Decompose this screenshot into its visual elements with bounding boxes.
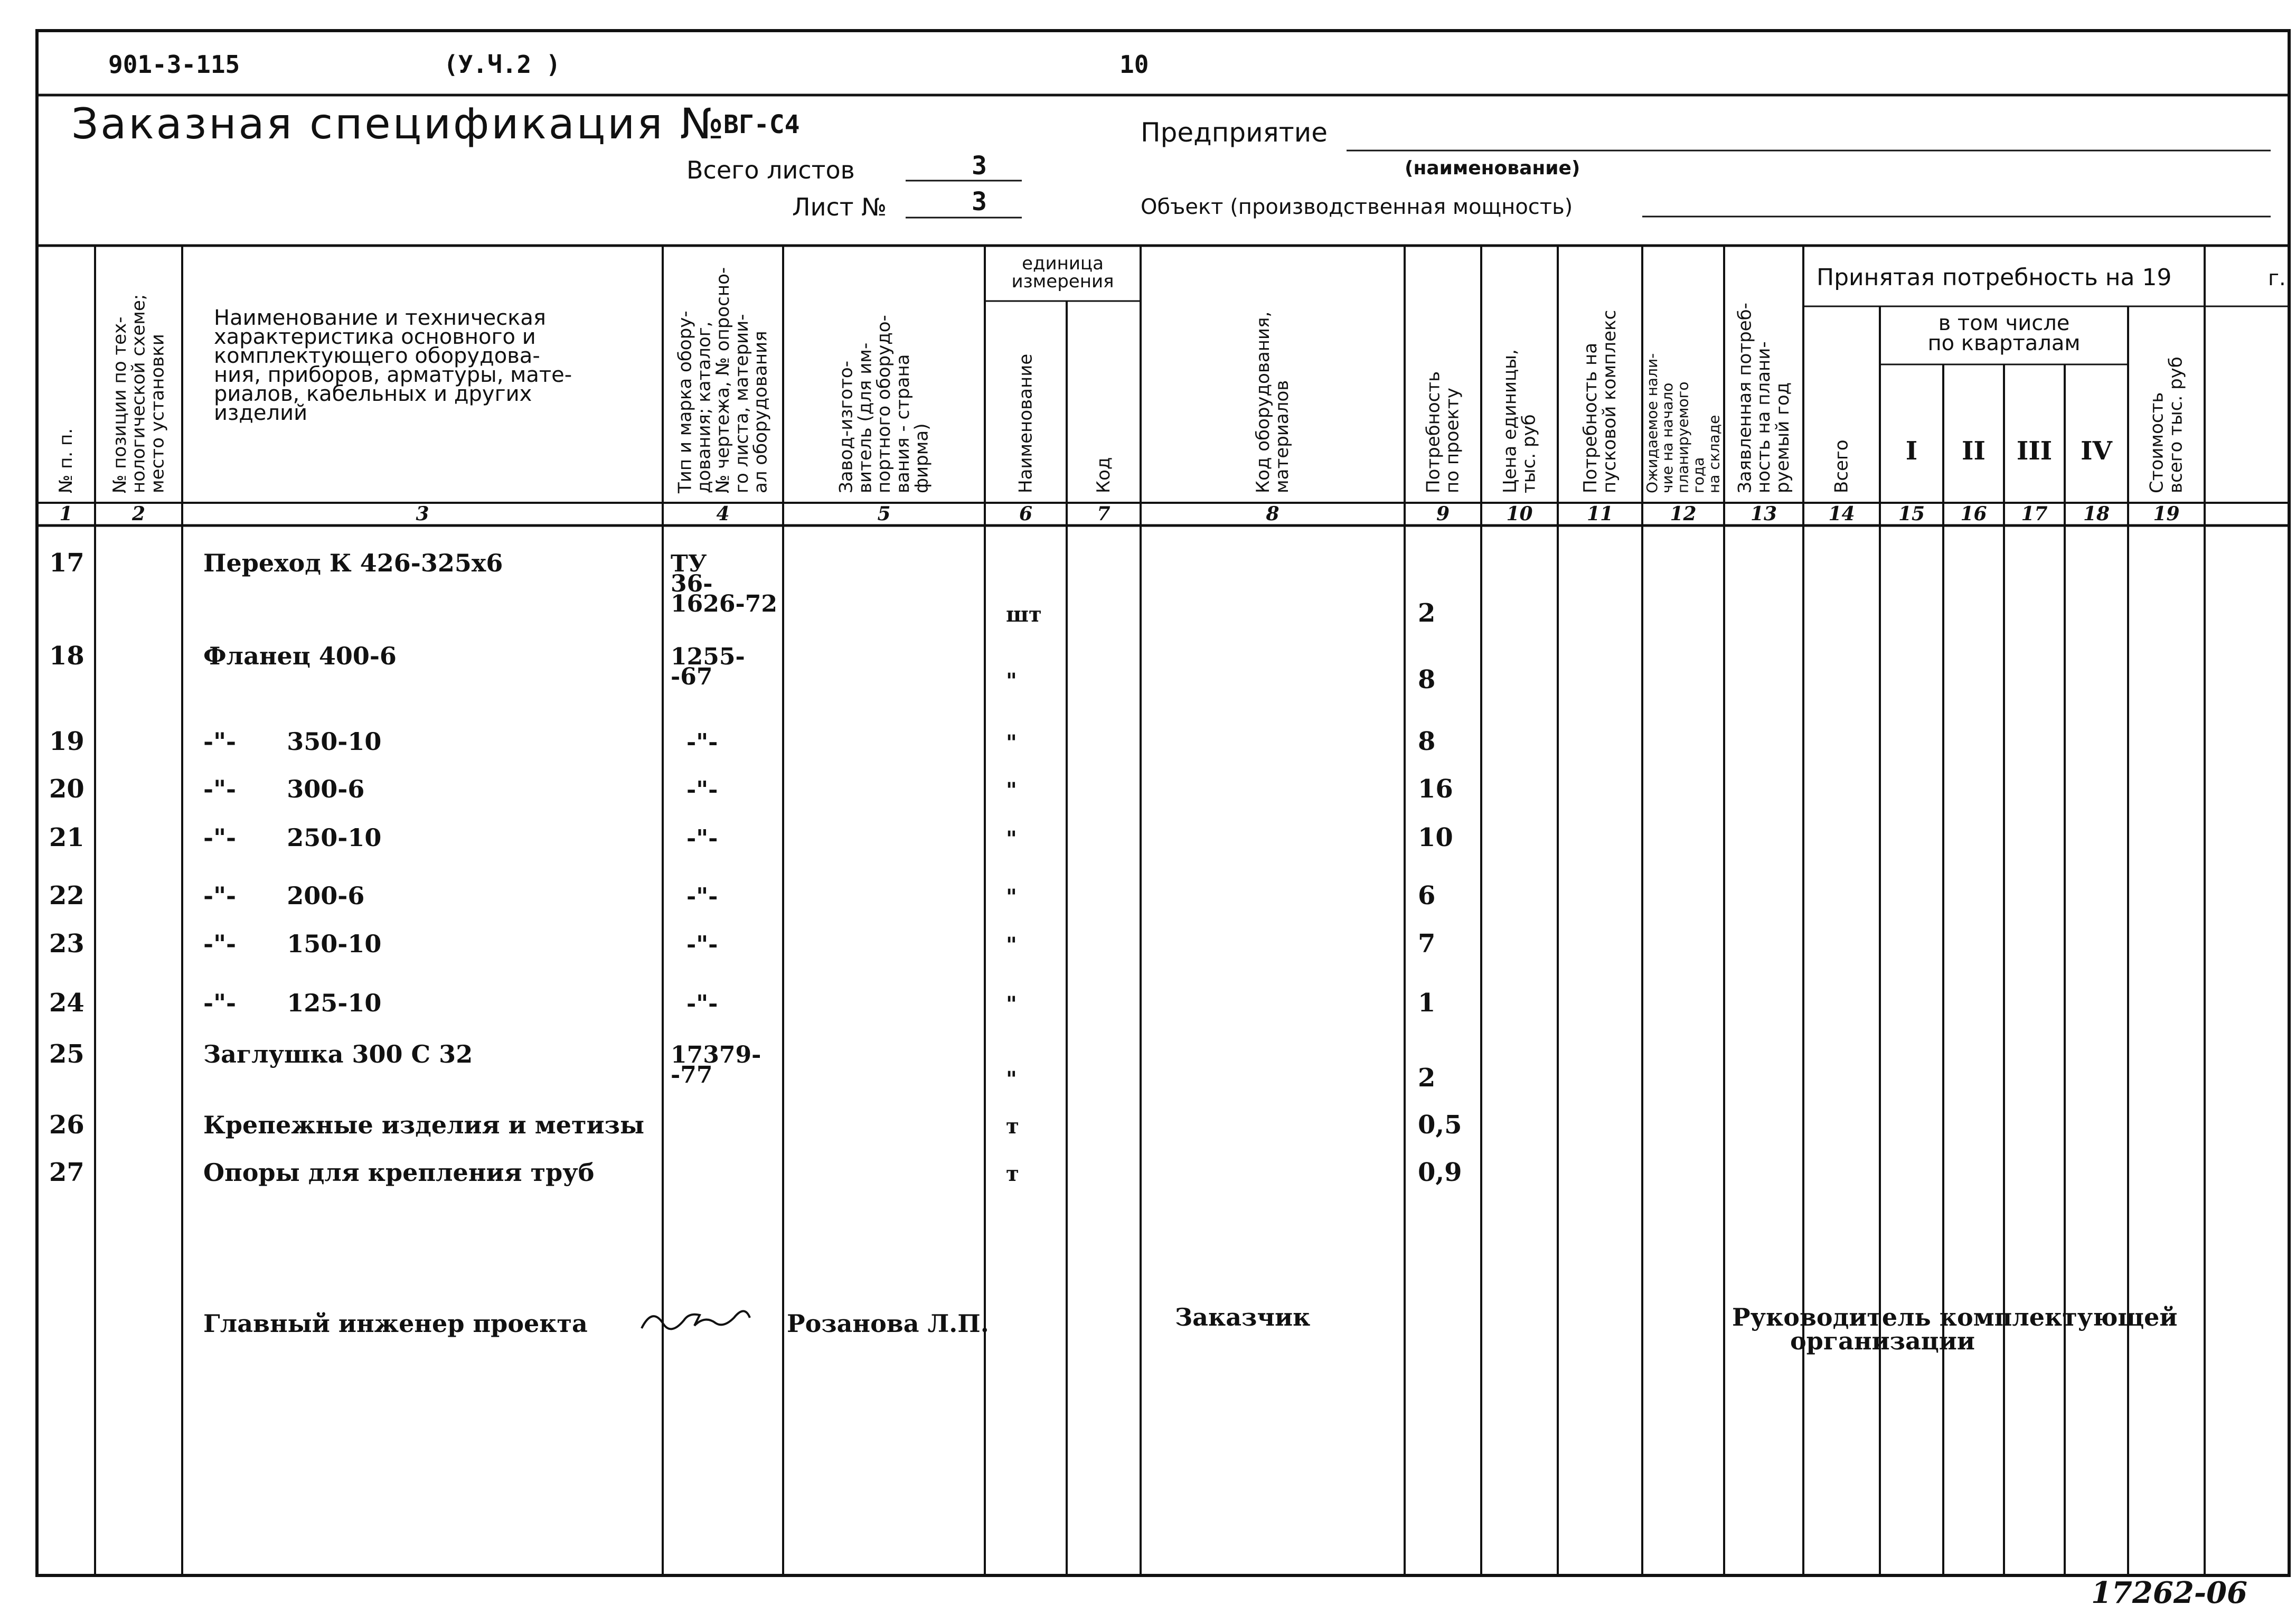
- row-name: -"- 350-10: [203, 727, 382, 756]
- quarter-17-header: III: [2016, 436, 2053, 466]
- column-header-13-line: Заявленная потреб-: [1734, 303, 1756, 493]
- enterprise-hint: (наименование): [1405, 157, 1580, 179]
- quarter-15-header: I: [1905, 436, 1918, 466]
- column-number-12: 12: [1670, 503, 1697, 525]
- row-quantity: 16: [1418, 774, 1453, 804]
- column-header-11-line: Потребность на: [1580, 342, 1602, 493]
- row-quantity: 1: [1418, 988, 1436, 1018]
- row-type-catalog: 1255-: [671, 643, 745, 670]
- row-name: Переход К 426-325х6: [203, 549, 503, 577]
- spec-number: ВГ-С4: [723, 110, 800, 139]
- column-header-1-line: № п. п.: [55, 428, 77, 493]
- column-header-5-line: фирма): [911, 423, 933, 493]
- page-number: 10: [1119, 50, 1149, 79]
- column-header-12-line: чие на начало: [1659, 382, 1677, 493]
- sheet-value: 3: [972, 187, 987, 217]
- column-header-3-line: ния, приборов, арматуры, мате-: [214, 363, 572, 387]
- row-unit: ": [1006, 1067, 1017, 1092]
- table-row: [49, 929, 1435, 959]
- row-name: -"- 200-6: [203, 881, 365, 910]
- column-header-10-line: тыс. руб: [1518, 414, 1540, 493]
- row-type-catalog: -"-: [686, 825, 718, 852]
- volume-label: (У.Ч.2 ): [444, 50, 561, 79]
- table-row: [49, 548, 1435, 628]
- chief-engineer-name: Розанова Л.П.: [787, 1309, 989, 1338]
- row-name: Заглушка 300 С 32: [203, 1040, 473, 1068]
- column-number-13: 13: [1750, 503, 1777, 525]
- table-row: [49, 1158, 1462, 1187]
- column-number-15: 15: [1898, 503, 1925, 525]
- row-name: -"- 150-10: [203, 930, 382, 958]
- row-number: 23: [49, 929, 84, 959]
- column-header-9-line: по проекту: [1442, 388, 1463, 493]
- column-number-3: 3: [416, 503, 429, 525]
- row-type-catalog: -"-: [686, 990, 718, 1017]
- column-header-4-line: Тип и марка обору-: [674, 311, 696, 493]
- column-header-19-line: Стоимость: [2146, 392, 2168, 493]
- column-number-9: 9: [1436, 503, 1450, 525]
- table-row: [49, 823, 1453, 852]
- row-quantity: 8: [1418, 665, 1436, 695]
- column-number-7: 7: [1097, 503, 1111, 525]
- column-header-3-line: Наименование и техническая: [214, 306, 546, 330]
- row-unit: шт: [1006, 602, 1042, 627]
- row-unit: ": [1006, 885, 1017, 909]
- column-number-11: 11: [1586, 503, 1614, 525]
- total-sheets-value: 3: [972, 151, 987, 181]
- row-name: Крепежные изделия и метизы: [203, 1111, 645, 1139]
- row-unit: ": [1006, 669, 1017, 693]
- row-unit: т: [1006, 1114, 1019, 1139]
- row-number: 26: [49, 1110, 84, 1140]
- doc-number: 901-3-115: [108, 50, 240, 79]
- quarter-16-header: II: [1962, 436, 1986, 466]
- column-header-8-line: Код оборудования,: [1253, 311, 1274, 493]
- row-unit: ": [1006, 730, 1017, 755]
- column-number-5: 5: [877, 503, 891, 525]
- column-number-4: 4: [716, 503, 730, 525]
- column-header-12-line: планируемого: [1674, 381, 1692, 493]
- column-header-13-line: руемый год: [1772, 382, 1793, 493]
- row-type-catalog: -67: [671, 663, 713, 690]
- footer-stamp: 17262-06: [2091, 1575, 2247, 1610]
- signature-scribble: [642, 1311, 750, 1329]
- row-type-catalog: 17379-: [671, 1041, 761, 1068]
- row-number: 17: [49, 548, 84, 578]
- row-quantity: 0,9: [1418, 1158, 1462, 1187]
- sheet-label: Лист №: [792, 193, 887, 221]
- column-header-2-line: № позиции по тех-: [109, 316, 130, 493]
- column-header-12-line: на складе: [1705, 415, 1723, 493]
- row-number: 24: [49, 988, 84, 1018]
- row-type-catalog: -"-: [686, 729, 718, 756]
- column-header-4-line: ал оборудования: [750, 331, 771, 493]
- column-header-12-line: Ожидаемое нали-: [1643, 353, 1661, 493]
- column-header-6-line: Наименование: [1015, 353, 1037, 493]
- row-unit: ": [1006, 933, 1017, 958]
- column-number-row: [59, 503, 2179, 525]
- chief-engineer-label: Главный инженер проекта: [203, 1309, 588, 1338]
- column-number-8: 8: [1266, 503, 1279, 525]
- unit-group-label: измерения: [1011, 271, 1114, 292]
- row-unit: ": [1006, 992, 1017, 1017]
- column-header-5-line: портного оборудо-: [873, 315, 895, 493]
- row-number: 18: [49, 641, 84, 671]
- column-header-8-line: материалов: [1271, 380, 1293, 493]
- row-type-catalog: -"-: [686, 776, 718, 803]
- table-row: [49, 774, 1453, 804]
- row-name: -"- 300-6: [203, 775, 365, 803]
- column-header-4-line: дования; каталог,: [693, 321, 715, 493]
- column-header-19-line: всего тыс. руб: [2165, 356, 2187, 493]
- column-header-14-line: Всего: [1831, 439, 1852, 493]
- quarter-18-header: IV: [2081, 436, 2112, 466]
- column-header-4-line: № чертежа, № опросно-: [712, 267, 734, 493]
- table-body: [49, 548, 1462, 1187]
- column-header-2-line: место установки: [147, 334, 168, 493]
- object-label: Объект (производственная мощность): [1141, 195, 1573, 219]
- column-header-2-line: нологической схеме;: [128, 294, 149, 493]
- table-row: [49, 881, 1435, 911]
- table-grid: [95, 246, 2289, 1575]
- row-quantity: 2: [1418, 1063, 1436, 1093]
- column-header-5-line: вания - страна: [892, 354, 914, 493]
- column-header-3-line: риалов, кабельных и других: [214, 382, 532, 406]
- table-row: [49, 727, 1435, 756]
- column-header-4-line: го листа, материи-: [731, 314, 752, 493]
- row-number: 20: [49, 774, 84, 804]
- supplier-label-line1: Руководитель комплектующей: [1732, 1303, 2178, 1331]
- column-header-3-line: комплектующего оборудова-: [214, 344, 540, 368]
- column-number-1: 1: [59, 503, 73, 525]
- column-header-3-line: характеристика основного и: [214, 325, 536, 349]
- row-number: 19: [49, 727, 84, 756]
- quarters-label: по кварталам: [1927, 331, 2081, 355]
- row-quantity: 8: [1418, 727, 1436, 756]
- column-header-7-line: Код: [1093, 457, 1115, 493]
- row-type-catalog: -"-: [686, 931, 718, 958]
- row-quantity: 6: [1418, 881, 1436, 911]
- row-number: 21: [49, 823, 84, 852]
- row-name: Опоры для крепления труб: [203, 1158, 595, 1187]
- column-header-9-line: Потребность: [1423, 371, 1444, 493]
- row-type-catalog: ТУ: [671, 550, 707, 577]
- column-number-2: 2: [131, 503, 146, 525]
- column-number-18: 18: [2083, 503, 2110, 525]
- unit-group-label: единица: [1022, 253, 1104, 274]
- column-number-17: 17: [2021, 503, 2048, 525]
- customer-label: Заказчик: [1175, 1303, 1311, 1331]
- table-row: [49, 1110, 1462, 1140]
- row-unit: ": [1006, 827, 1017, 851]
- row-quantity: 0,5: [1418, 1110, 1462, 1140]
- table-row: [49, 988, 1435, 1018]
- column-header-10-line: Цена единицы,: [1499, 349, 1521, 493]
- row-type-catalog: 1626-72: [671, 590, 777, 617]
- table-row: [49, 1039, 1435, 1093]
- row-name: Фланец 400-6: [203, 642, 397, 670]
- row-unit: ": [1006, 778, 1017, 803]
- accepted-demand-suffix: г.: [2268, 266, 2286, 290]
- column-number-6: 6: [1019, 503, 1033, 525]
- row-quantity: 7: [1418, 929, 1436, 959]
- column-number-16: 16: [1960, 503, 1987, 525]
- column-number-19: 19: [2153, 503, 2180, 525]
- quarters-label: в том числе: [1938, 311, 2070, 335]
- enterprise-label: Предприятие: [1141, 117, 1328, 148]
- row-number: 22: [49, 881, 84, 911]
- total-sheets-label: Всего листов: [686, 156, 855, 184]
- column-header-5-line: Завод-изгото-: [835, 361, 857, 493]
- column-number-14: 14: [1828, 503, 1855, 525]
- column-header-11-line: пусковой комплекс: [1598, 309, 1620, 493]
- row-type-catalog: 36-: [671, 570, 713, 597]
- row-unit: т: [1006, 1161, 1019, 1186]
- row-name: -"- 125-10: [203, 989, 382, 1017]
- table-row: [49, 641, 1435, 695]
- row-number: 27: [49, 1158, 84, 1187]
- column-header-3-line: изделий: [214, 401, 308, 425]
- supplier-label-line2: организации: [1790, 1327, 1975, 1355]
- row-type-catalog: -77: [671, 1062, 713, 1088]
- column-number-10: 10: [1506, 503, 1533, 525]
- accepted-demand-label: Принятая потребность на 19: [1817, 264, 2172, 291]
- table-headers: [55, 253, 2286, 494]
- row-type-catalog: -"-: [686, 883, 718, 910]
- row-number: 25: [49, 1039, 84, 1069]
- column-header-13-line: ность на плани-: [1753, 341, 1775, 493]
- row-quantity: 2: [1418, 598, 1436, 628]
- row-quantity: 10: [1418, 823, 1453, 852]
- column-header-5-line: витель (для им-: [854, 342, 876, 493]
- column-header-12-line: года: [1690, 457, 1707, 493]
- row-name: -"- 250-10: [203, 823, 382, 852]
- spec-title: Заказная спецификация №: [71, 99, 726, 148]
